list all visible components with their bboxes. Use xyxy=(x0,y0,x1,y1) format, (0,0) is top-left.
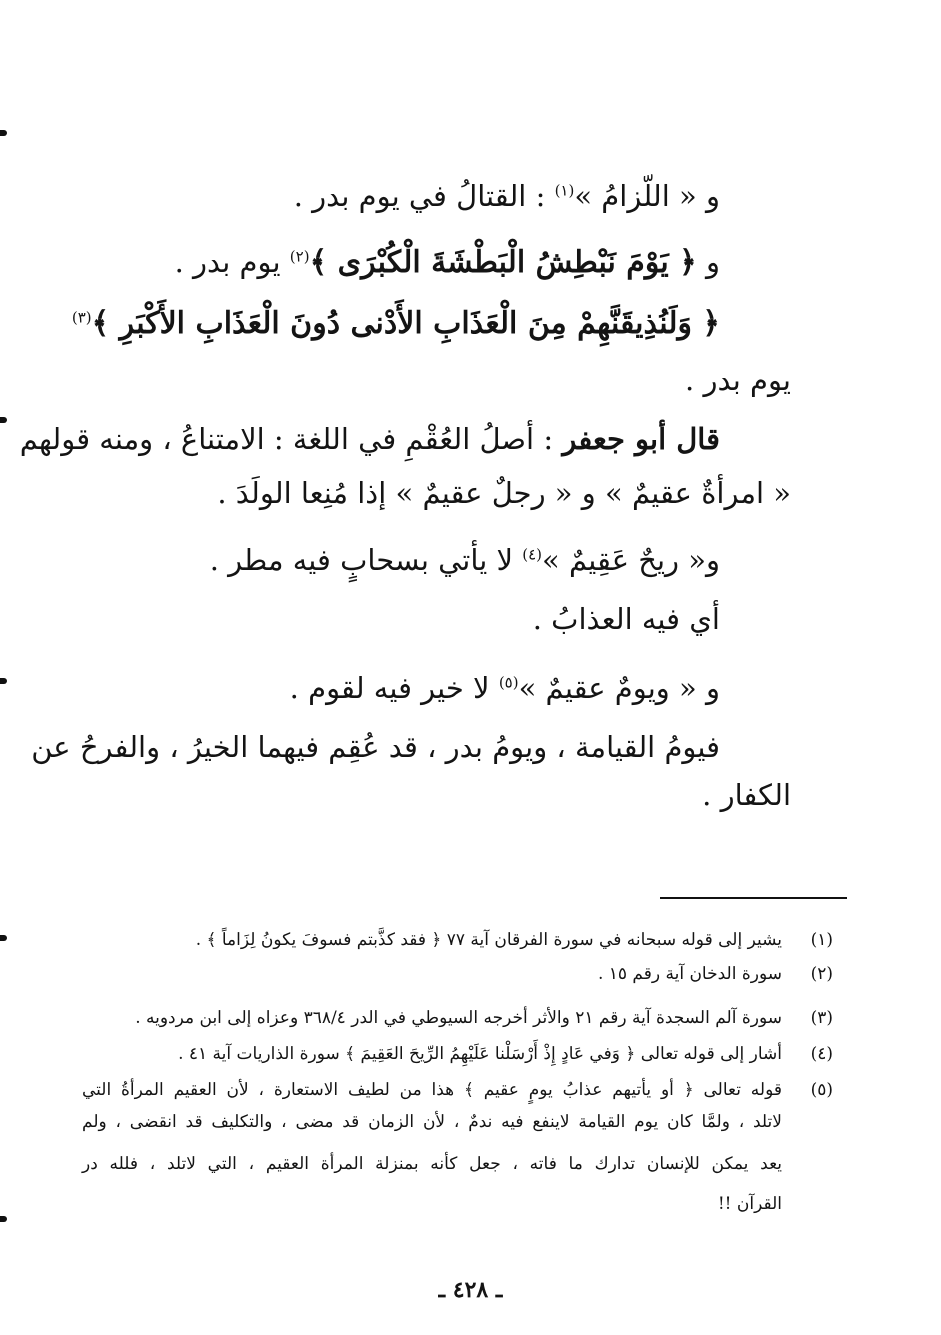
footnote-text: القرآن !! xyxy=(717,1194,782,1214)
margin-mark xyxy=(0,935,7,941)
footnote-text: أشار إلى قوله تعالى ﴿ وَفي عَادٍ إِذْ أَرْسَلْنا عَلَيْهِمُ الرِّيحَ العَقِيمَ ﴾ سورة الذاريات آية ٤١ . xyxy=(178,1044,782,1064)
footnote-ref: (٢) xyxy=(289,247,310,266)
text-line: يوم بدر . xyxy=(685,363,791,397)
text-line xyxy=(175,242,720,283)
footnote-ref: (١) xyxy=(554,181,575,200)
text-segment: : أصلُ العُقْمِ في اللغة : الامتناعُ ، ومنه قولهم xyxy=(19,422,563,456)
text-segment: لا يأتي بسحابٍ فيه مطر . xyxy=(209,543,523,577)
quran-verse: ﴿ وَلَنُذِيقَنَّهِمْ مِنَ الْعَذَابِ الأَدْنى دُونَ الْعَذَابِ الأَكْبَرِ ﴾ xyxy=(91,306,720,341)
footnote-text: قوله تعالى ﴿ أو يأتيهم عذابُ يومٍ عقيم ﴾ هذا من لطيف الاستعارة ، لأن العقيم المرأةُ التي xyxy=(82,1080,782,1100)
margin-mark xyxy=(0,678,7,684)
footnote-text: يشير إلى قوله سبحانه في سورة الفرقان آية ٧٧ ﴿ فقد كذَّبتم فسوفَ يكونُ لِزَاماً ﴾ . xyxy=(195,930,782,950)
text-line: « امرأةٌ عقيمٌ » و « رجلٌ عقيمٌ » إذا مُنِعا الولَدَ . xyxy=(217,476,791,510)
text-segment: لا خير فيه لقوم . xyxy=(289,671,499,705)
page-number: ـ ٤٢٨ ـ xyxy=(438,1277,503,1303)
text-line: فيومُ القيامة ، ويومُ بدر ، قد عُقِم فيهما الخيرُ ، والفرحُ عن xyxy=(31,730,720,764)
footnote-text: سورة الدخان آية رقم ١٥ . xyxy=(597,964,782,984)
text-segment: : القتالُ في يوم بدر . xyxy=(293,179,555,213)
text-segment: و xyxy=(696,245,720,279)
footnote-text: سورة آلم السجدة آية رقم ٢١ والأثر أخرجه السيوطي في الدر ٣٦٨/٤ وعزاه إلى ابن مردويه . xyxy=(135,1008,782,1028)
footnote-ref: (٣) xyxy=(71,308,92,327)
footnote-number: (١) xyxy=(810,930,833,950)
text-segment: و « اللّزامُ » xyxy=(574,179,720,213)
text-line xyxy=(72,303,720,344)
text-segment: و « ويومٌ عقيمٌ » xyxy=(518,671,720,705)
text-line xyxy=(294,176,720,216)
footnote-ref: (٤) xyxy=(522,545,543,564)
footnote-number: (٥) xyxy=(810,1080,833,1100)
text-segment: و« ريحٌ عَقِيمٌ » xyxy=(542,543,720,577)
margin-mark xyxy=(0,1216,7,1222)
speaker-name: قال أبو جعفر xyxy=(562,422,720,456)
text-line xyxy=(210,540,720,580)
text-segment: يوم بدر . xyxy=(174,245,290,279)
footnote-separator xyxy=(660,897,847,899)
footnote-number: (٢) xyxy=(810,964,833,984)
margin-mark xyxy=(0,130,7,136)
footnote-ref: (٥) xyxy=(498,673,519,692)
footnote-number: (٤) xyxy=(810,1044,833,1064)
margin-mark xyxy=(0,417,7,423)
quran-verse: ﴿ يَوْمَ نَبْطِشُ الْبَطْشَةَ الْكُبْرَى ﴾ xyxy=(309,245,697,280)
text-line: أي فيه العذابُ . xyxy=(532,602,720,636)
text-line xyxy=(19,419,720,459)
text-line xyxy=(290,668,720,708)
footnote-number: (٣) xyxy=(810,1008,833,1028)
footnote-text: يعد يمكن للإنسان تدارك ما فاته ، جعل كأنه بمنزلة المرأة العقيم ، التي لاتلد ، فلله در xyxy=(82,1154,782,1174)
footnote-text: لاتلد ، ولمَّا كان يوم القيامة لاينفع فيه ندمٌ ، لأن الزمان قد مضى ، والتكليف قد انقضى ، ولم xyxy=(82,1112,782,1132)
text-line: الكفار . xyxy=(702,778,791,812)
